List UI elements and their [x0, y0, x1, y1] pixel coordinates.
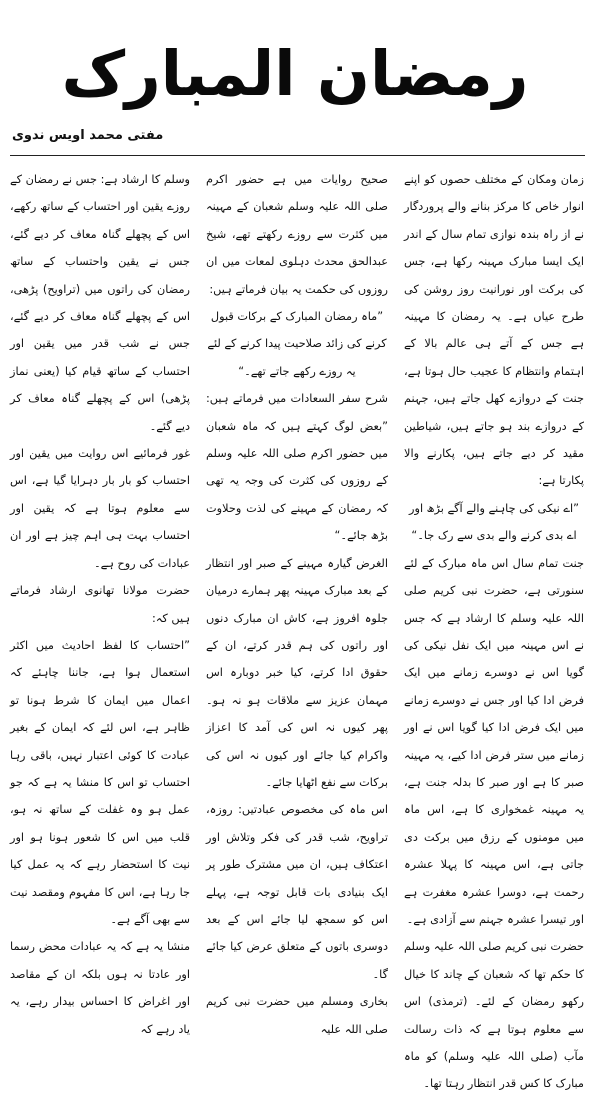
paragraph: منشا یہ ہے کہ یہ عبادات محض رسما اور عادتا نہ ہوں بلکہ ان کے مقاصد اور اغراض کا احساس بیدار رہے، یہ یاد رہے کہ [10, 940, 190, 1036]
article-column-1 [404, 166, 584, 1091]
masthead [0, 0, 590, 143]
author-byline: مفتی محمد اویس ندوی [12, 128, 164, 143]
paragraph: بخاری ومسلم میں حضرت نبی کریم صلی اللہ علیہ [206, 995, 388, 1036]
paragraph: صحیح روایات میں ہے حضور اکرم صلی اللہ علیہ وسلم شعبان کے مہینہ میں کثرت سے روزے رکھتے تھے، شیخ عبدالحق محدث دہلوی لمعات میں ان روزوں کی حکمت یہ بیان فرماتے ہیں: [206, 173, 388, 296]
page-title: رمضان المبارک [61, 37, 529, 110]
paragraph: شرح سفر السعادات میں فرماتے ہیں: ”بعض لوگ کہتے ہیں کہ ماہ شعبان میں حضور اکرم صلی اللہ علیہ وسلم کے روزوں کی کثرت کی وجہ یہ تھی کہ رمضان کے مہینے کی لذت وحلاوت بڑھ جائے۔“ [206, 392, 388, 543]
paragraph: وسلم کا ارشاد ہے: جس نے رمضان کے روزے یقین اور احتساب کے ساتھ رکھے، اس کے پچھلے گناہ معاف کر دیے گئے، جس نے یقین واحتساب کے ساتھ رمضان کی راتوں میں (تراویح) پڑھی، اس کے پچھلے گناہ معاف کر دیے گئے، جس نے شب قدر میں یقین اور احتساب کے ساتھ قیام کیا (یعنی نماز پڑھی) اس کے پچھلے گناہ معاف کر دیے گئے۔ [10, 173, 190, 433]
paragraph: حضرت نبی کریم صلی اللہ علیہ وسلم کا حکم تھا کہ شعبان کے چاند کا خیال رکھو رمضان کے لئے۔ (ترمذی) اس سے معلوم ہوتا ہے کہ ذات رسالت مآب (صلی اللہ علیہ وسلم) کو ماہ مبارک کا کس قدر انتظار رہتا تھا۔ [404, 940, 584, 1091]
paragraph: ”احتساب کا لفظ احادیث میں اکثر استعمال ہوا ہے، جاننا چاہئے کہ اعمال میں ایمان کا شرط ہونا تو ظاہر ہے، اس لئے کہ ایمان کے بغیر عبادت کا کوئی اعتبار نہیں، باقی رہا احتساب تو اس کا منشا یہ ہے کہ جو عمل ہو وہ غفلت کے ساتھ نہ ہو، قلب میں اس کا شعور ہونا ہو اور نیت کا استحضار رہے کہ یہ عمل کیا جا رہا ہے، اس کا مفہوم ومقصد نیت سے بھی آگے ہے۔ [10, 638, 190, 926]
paragraph: حضرت مولانا تھانوی ارشاد فرماتے ہیں کہ: [10, 584, 190, 625]
paragraph: اس ماہ کی مخصوص عبادتیں: روزہ، تراویح، شب قدر کی فکر وتلاش اور اعتکاف ہیں، ان میں مشترک طور پر ایک بنیادی بات قابل توجہ ہے، پہلے اس کو سمجھ لیا جائے اس کے بعد دوسری باتوں کے متعلق عرض کیا جائے گا۔ [206, 803, 388, 981]
article-columns [6, 166, 584, 1091]
article-column-2 [206, 166, 388, 1036]
quote-paragraph: ”ماہ رمضان المبارک کے برکات قبول کرنے کی زائد صلاحیت پیدا کرنے کے لئے یہ روزے رکھے جاتے تھے۔“ [207, 310, 387, 378]
article-column-3 [10, 166, 190, 1036]
header-divider [10, 155, 585, 156]
paragraph: زمان ومکان کے مختلف حصوں کو اپنے انوار خاص کا مرکز بنانے والے پروردگار نے از راہ بندہ نوازی تمام سال کے اندر ایک ایسا مبارک مہینہ رکھا ہے، جس کی برکت اور نورانیت روز روشن کی طرح عیاں ہے۔ یہ رمضان کا مہینہ ہے جس کے آتے ہی عالم بالا کے اہتمام وانتظام کا عجیب حال ہوتا ہے، جنت کے دروازے کھل جاتے ہیں، جہنم کے دروازے بند ہو جاتے ہیں، شیاطین مقید کر دیے جاتے ہیں، پکارنے والا پکارتا ہے: [404, 173, 584, 488]
paragraph: غور فرمائیے اس روایت میں یقین اور احتساب کو بار بار دہرایا گیا ہے، اس سے معلوم ہوتا ہے کہ یقین اور احتساب بہت ہی اہم چیز ہے اور ان عبادات کی روح ہے۔ [10, 447, 190, 570]
paragraph: الغرض گیارہ مہینے کے صبر اور انتظار کے بعد مبارک مہینہ پھر ہمارے درمیان جلوہ افروز ہے، کاش ان مبارک دنوں اور راتوں کی ہم قدر کرتے، ان کے حقوق ادا کرتے، کیا خبر دوبارہ اس مہمان عزیز سے ملاقات ہو نہ ہو۔ پھر کیوں نہ اس کی آمد کا اعزاز واکرام کیا جائے اور کیوں نہ اس کی برکات سے نفع اٹھایا جائے۔ [206, 556, 388, 789]
quote-paragraph: ”اے نیکی کی چاہنے والے آگے بڑھ اور اے بدی کرنے والے بدی سے رک جا۔“ [409, 501, 579, 543]
paragraph: جنت تمام سال اس ماہ مبارک کے لئے سنورتی ہے، حضرت نبی کریم صلی اللہ علیہ وسلم کا ارشاد ہے کہ جس نے اس مہینہ میں ایک نفل نیکی کی گویا اس نے دوسرے زمانے میں ایک فرض ادا کیا اور جس نے دوسرے زمانے میں ایک فرض ادا کیا گویا اس نے اور زمانے میں ستر فرض ادا کیے، یہ مہینہ صبر کا ہے اور صبر کا بدلہ جنت ہے، یہ مہینہ غمخواری کا ہے، اس ماہ میں مومنوں کے رزق میں برکت دی جاتی ہے، اس مہینہ کا پہلا عشرہ رحمت ہے، دوسرا عشرہ مغفرت ہے اور تیسرا عشرہ جہنم سے آزادی ہے۔ [404, 556, 584, 926]
